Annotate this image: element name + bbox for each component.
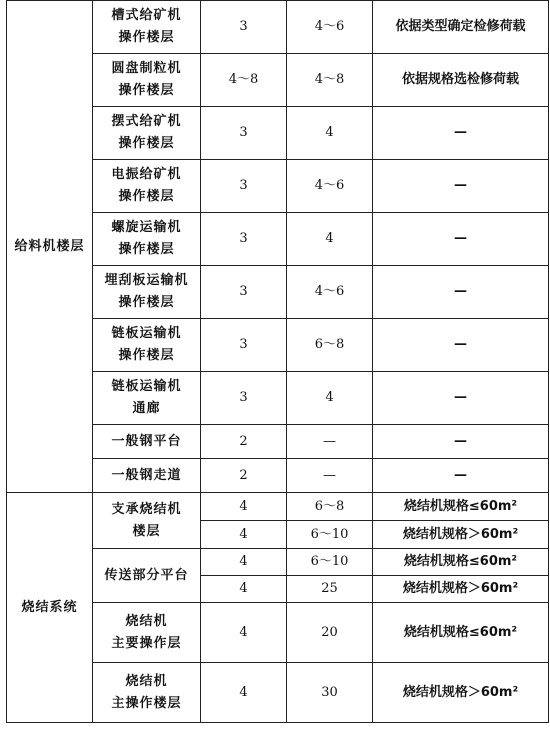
value-cell: 4: [201, 603, 287, 663]
note-cell: 依据规格选检修荷载: [373, 54, 549, 107]
value-cell: 2: [201, 425, 287, 459]
value-cell: —: [287, 459, 373, 493]
equipment-cell: 链板运输机 操作楼层: [93, 319, 201, 372]
value-cell: 3: [201, 107, 287, 160]
equipment-cell: 一般钢平台: [93, 425, 201, 459]
group-label-sinter: 烧结系统: [7, 493, 93, 723]
equipment-cell: 摆式给矿机 操作楼层: [93, 107, 201, 160]
equipment-cell: 传送部分平台: [93, 549, 201, 603]
value-cell: 3: [201, 372, 287, 425]
value-cell: 3: [201, 160, 287, 213]
value-cell: 4: [201, 493, 287, 521]
note-cell: 烧结机规格≤60m²: [373, 549, 549, 576]
value-cell: 4: [201, 576, 287, 603]
load-table: [6, 0, 549, 723]
note-cell: 烧结机规格＞60m²: [373, 663, 549, 723]
note-cell: 烧结机规格＞60m²: [373, 576, 549, 603]
value-cell: 6～10: [287, 549, 373, 576]
value-cell: 3: [201, 1, 287, 54]
equipment-cell: 圆盘制粒机 操作楼层: [93, 54, 201, 107]
equipment-cell: 螺旋运输机 操作楼层: [93, 213, 201, 266]
note-cell: —: [373, 319, 549, 372]
equipment-cell: 电振给矿机 操作楼层: [93, 160, 201, 213]
value-cell: 4: [201, 521, 287, 549]
value-cell: 4: [201, 663, 287, 723]
table-row: [7, 1, 549, 54]
equipment-cell: 烧结机 主要操作层: [93, 603, 201, 663]
value-cell: 3: [201, 319, 287, 372]
value-cell: 6～8: [287, 493, 373, 521]
value-cell: 6～8: [287, 319, 373, 372]
table-row: [7, 493, 549, 521]
value-cell: 4: [201, 549, 287, 576]
note-cell: —: [373, 213, 549, 266]
value-cell: 4～6: [287, 266, 373, 319]
note-cell: 烧结机规格≤60m²: [373, 603, 549, 663]
equipment-cell: 一般钢走道: [93, 459, 201, 493]
note-cell: 烧结机规格＞60m²: [373, 521, 549, 549]
note-cell: 烧结机规格≤60m²: [373, 493, 549, 521]
group-label-feeder: 给料机楼层: [7, 1, 93, 493]
value-cell: 4～6: [287, 160, 373, 213]
note-cell: —: [373, 425, 549, 459]
value-cell: 3: [201, 213, 287, 266]
note-cell: —: [373, 372, 549, 425]
equipment-cell: 支承烧结机 楼层: [93, 493, 201, 549]
value-cell: 4: [287, 372, 373, 425]
value-cell: —: [287, 425, 373, 459]
note-cell: —: [373, 459, 549, 493]
equipment-cell: 埋刮板运输机 操作楼层: [93, 266, 201, 319]
equipment-cell: 槽式给矿机 操作楼层: [93, 1, 201, 54]
note-cell: 依据类型确定检修荷载: [373, 1, 549, 54]
equipment-cell: 烧结机 主操作楼层: [93, 663, 201, 723]
value-cell: 20: [287, 603, 373, 663]
value-cell: 25: [287, 576, 373, 603]
value-cell: 3: [201, 266, 287, 319]
value-cell: 4～8: [201, 54, 287, 107]
note-cell: —: [373, 107, 549, 160]
value-cell: 30: [287, 663, 373, 723]
value-cell: 4～6: [287, 1, 373, 54]
note-cell: —: [373, 160, 549, 213]
value-cell: 6～10: [287, 521, 373, 549]
value-cell: 4～8: [287, 54, 373, 107]
value-cell: 4: [287, 107, 373, 160]
value-cell: 4: [287, 213, 373, 266]
equipment-cell: 链板运输机 通廊: [93, 372, 201, 425]
note-cell: —: [373, 266, 549, 319]
value-cell: 2: [201, 459, 287, 493]
